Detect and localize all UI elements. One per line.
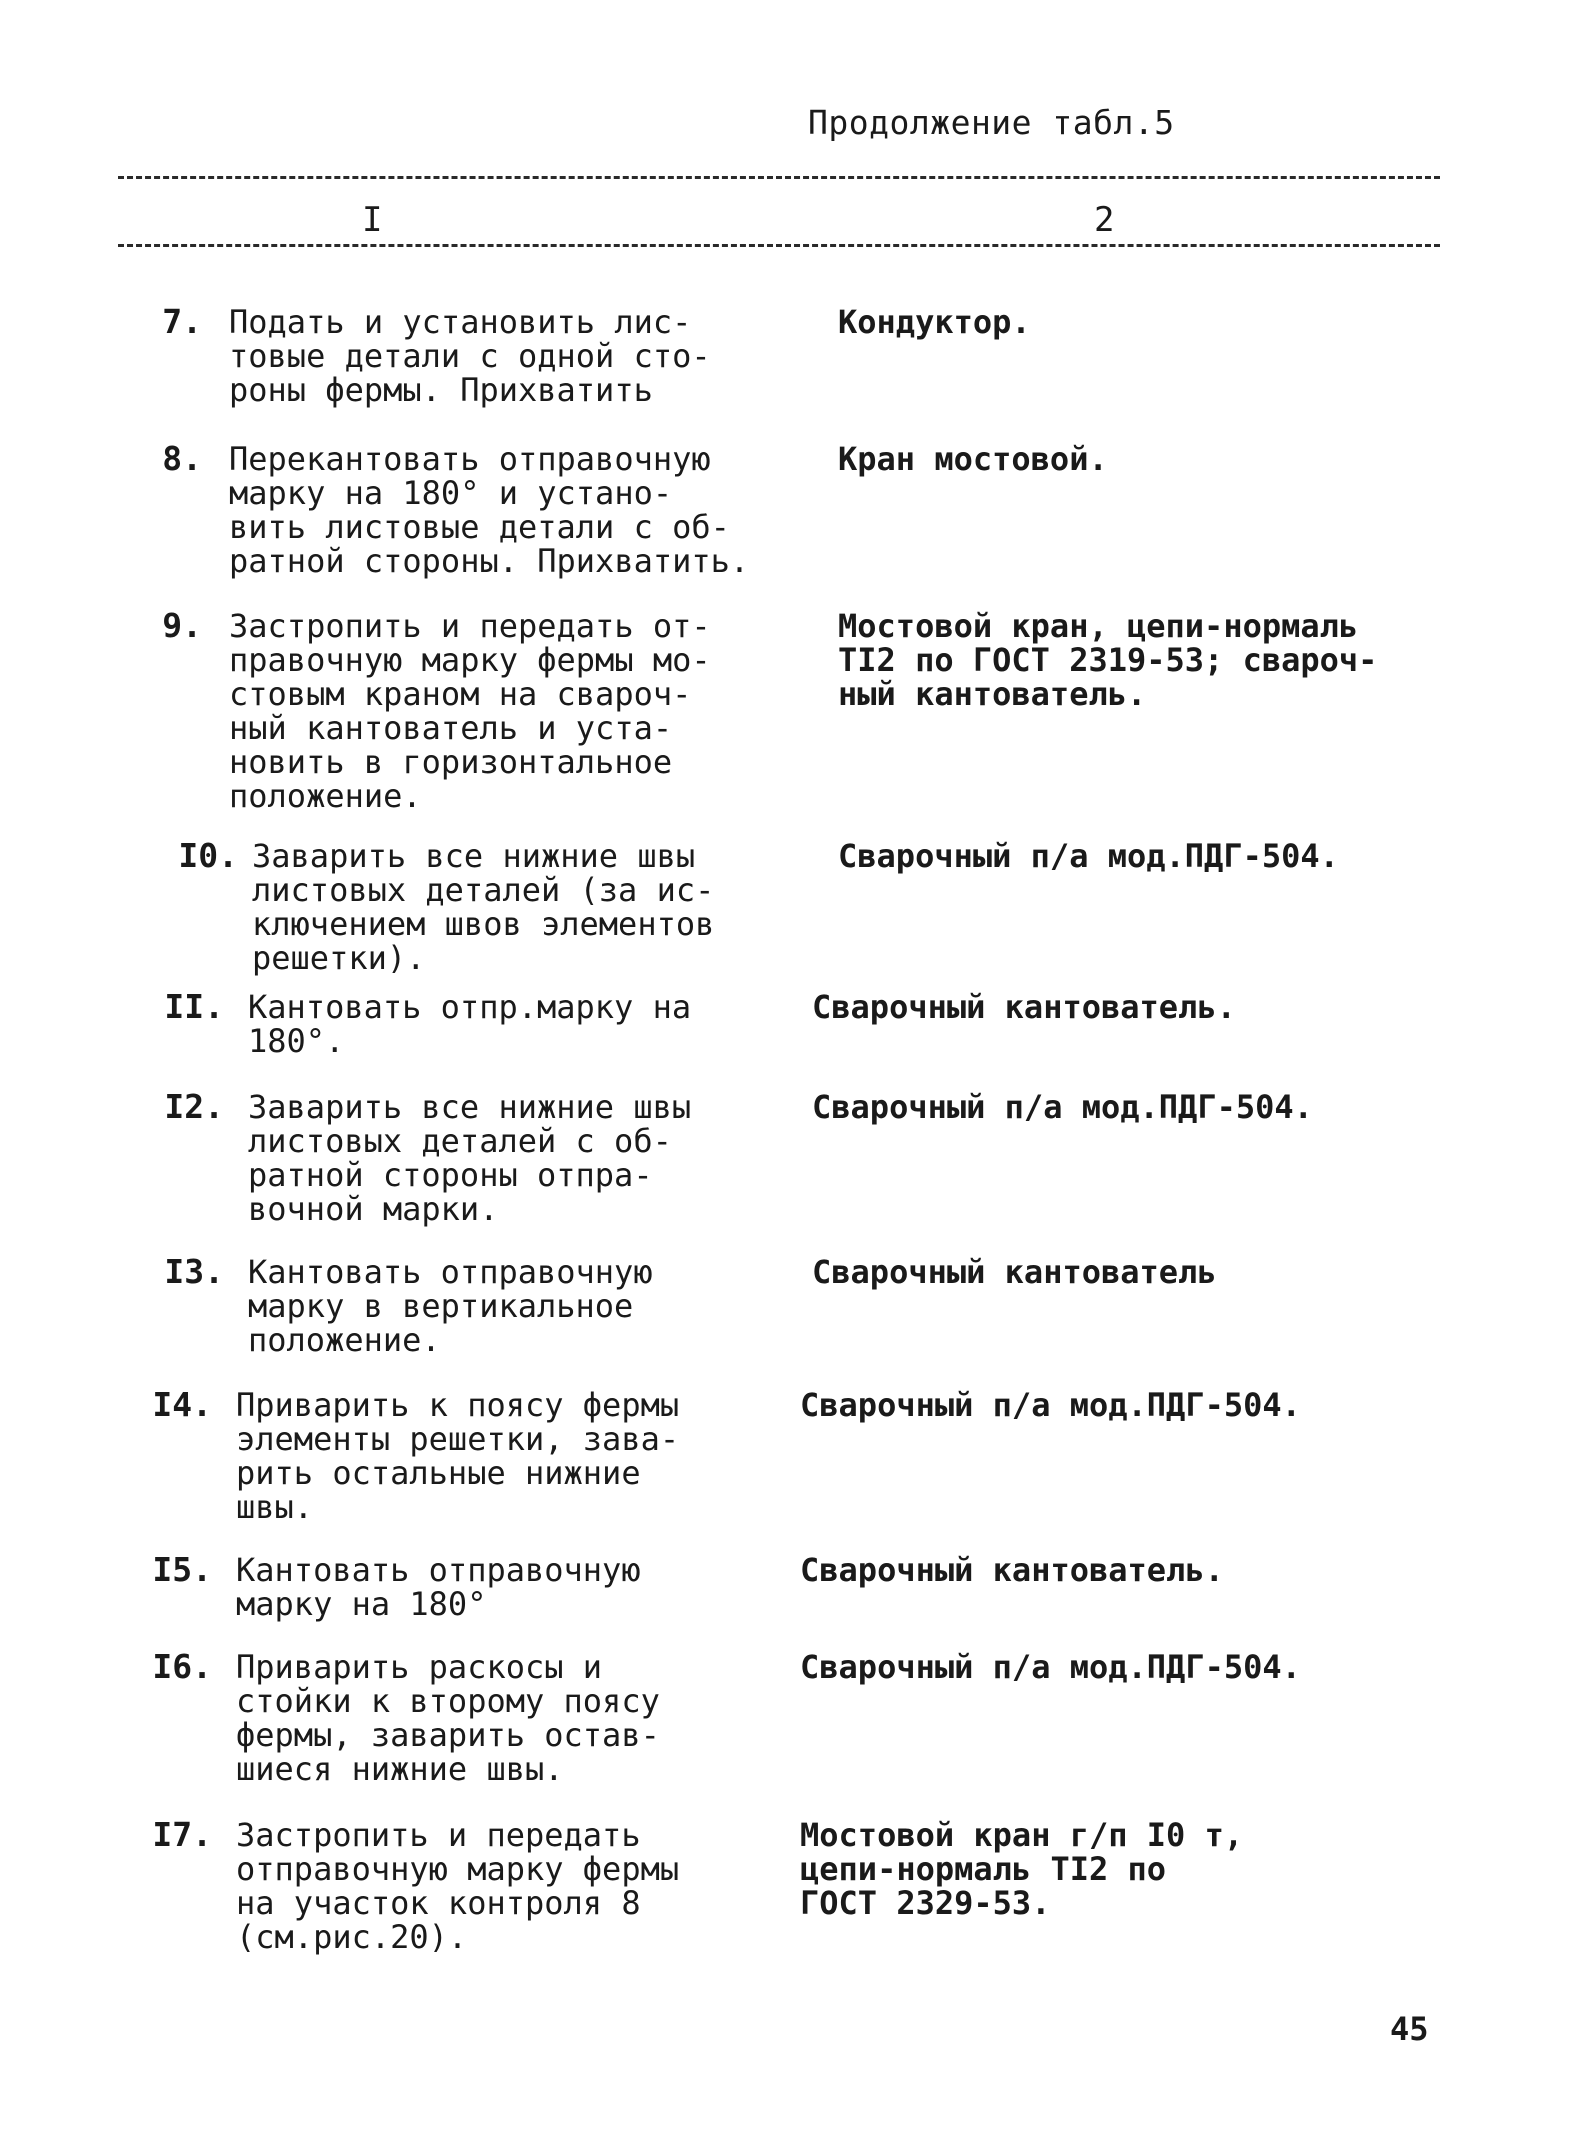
row-equipment: Сварочный п/а мод.ПДГ-504.	[812, 1088, 1313, 1126]
row-equipment: Мостовой кран г/п I0 т, цепи-нормаль ТI2 по ГОСТ 2329-53.	[800, 1816, 1244, 1922]
row-operation: Подать и установить лис- товые детали с одной сто- роны фермы. Прихватить	[229, 303, 711, 409]
row-number: I2.	[164, 1087, 224, 1126]
row-number: I5.	[152, 1550, 212, 1589]
row-operation: Кантовать отпр.марку на 180°.	[248, 988, 692, 1060]
row-operation: Кантовать отправочную марку в вертикальное положение.	[248, 1253, 653, 1359]
row-number: II.	[164, 987, 224, 1026]
table-header-rule	[118, 244, 1440, 247]
row-operation: Перекантовать отправочную марку на 180° и устано- вить листовые детали с об- ратной стороны. Прихватить.	[229, 440, 750, 580]
table-caption: Продолжение табл.5	[808, 103, 1175, 142]
row-number: 7.	[162, 302, 202, 341]
row-equipment: Сварочный п/а мод.ПДГ-504.	[838, 837, 1339, 875]
row-number: 8.	[162, 439, 202, 478]
row-equipment: Сварочный п/а мод.ПДГ-504.	[800, 1386, 1301, 1424]
row-operation: Приварить раскосы и стойки к второму поясу фермы, заварить остав- шиеся нижние швы.	[236, 1648, 660, 1788]
row-number: I7.	[152, 1815, 212, 1854]
row-number: I0.	[178, 836, 238, 875]
row-number: I6.	[152, 1647, 212, 1686]
row-operation: Застропить и передать отправочную марку фермы на участок контроля 8 (см.рис.20).	[236, 1816, 680, 1956]
row-operation: Кантовать отправочную марку на 180°	[236, 1551, 641, 1623]
row-number: I4.	[152, 1385, 212, 1424]
row-operation: Заварить все нижние швы листовых деталей (за ис- ключением швов элементов решетки).	[252, 837, 715, 977]
row-operation: Застропить и передать от- правочную марку фермы мо- стовым краном на свароч- ный кантователь и уста- новить в горизонтальное положение.	[229, 607, 711, 815]
row-equipment: Сварочный кантователь	[812, 1253, 1217, 1291]
row-equipment: Кондуктор.	[838, 303, 1031, 341]
page-number: 45	[1390, 2010, 1429, 2048]
row-equipment: Кран мостовой.	[838, 440, 1108, 478]
table-top-rule	[118, 176, 1440, 179]
row-equipment: Сварочный кантователь.	[812, 988, 1236, 1026]
row-equipment: Сварочный кантователь.	[800, 1551, 1224, 1589]
row-equipment: Мостовой кран, цепи-нормаль ТI2 по ГОСТ 2319-53; свароч- ный кантователь.	[838, 607, 1378, 713]
column-header-1: I	[362, 200, 383, 240]
row-number: 9.	[162, 606, 202, 645]
row-operation: Приварить к поясу фермы элементы решетки, зава- рить остальные нижние швы.	[236, 1386, 680, 1526]
row-number: I3.	[164, 1252, 224, 1291]
column-header-2: 2	[1094, 200, 1115, 240]
row-equipment: Сварочный п/а мод.ПДГ-504.	[800, 1648, 1301, 1686]
row-operation: Заварить все нижние швы листовых деталей с об- ратной стороны отпра- вочной марки.	[248, 1088, 692, 1228]
